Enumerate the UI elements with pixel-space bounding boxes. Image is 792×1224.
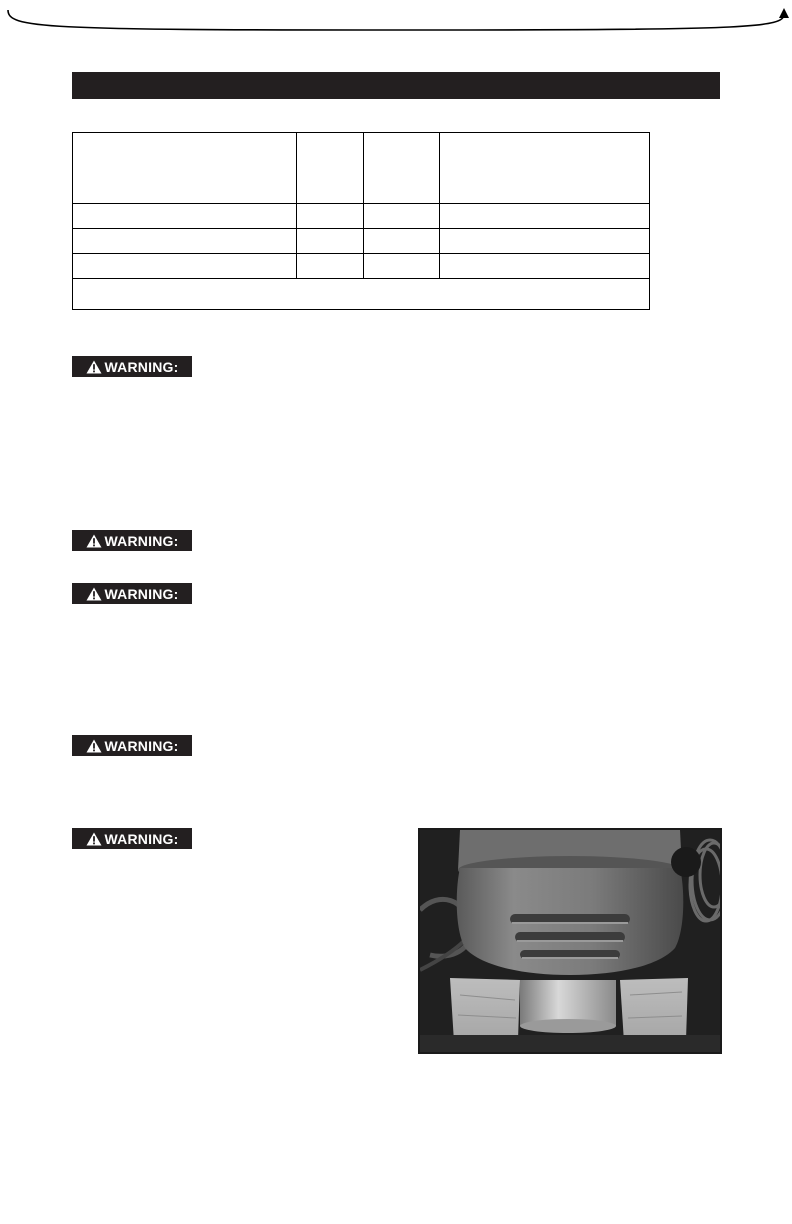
table-cell (297, 204, 364, 229)
warning-text: WARNING: (104, 532, 179, 549)
table-cell (364, 204, 440, 229)
warning-text: WARNING: (104, 358, 179, 375)
table-cell (440, 133, 650, 204)
table-row (73, 204, 650, 229)
table-cell (440, 204, 650, 229)
table-cell (73, 279, 650, 310)
spec-table (72, 132, 650, 310)
warning-label (72, 735, 192, 756)
warning-triangle-icon (86, 534, 102, 548)
section-header-bar (72, 72, 720, 99)
table-cell (364, 254, 440, 279)
warning-triangle-icon (86, 832, 102, 846)
warning-triangle-icon (86, 587, 102, 601)
table-cell (297, 254, 364, 279)
table-cell (297, 229, 364, 254)
warning-label (72, 356, 192, 377)
table-cell (73, 133, 297, 204)
warning-text: WARNING: (104, 585, 179, 602)
compressor-photo (418, 828, 722, 1054)
table-cell (73, 254, 297, 279)
warning-text: WARNING: (104, 737, 179, 754)
table-cell (364, 133, 440, 204)
curved-arrow-icon (0, 8, 792, 48)
table-cell (440, 229, 650, 254)
warning-label (72, 530, 192, 551)
warning-triangle-icon (86, 739, 102, 753)
warning-text: WARNING: (104, 830, 179, 847)
table-cell (297, 133, 364, 204)
table-row (73, 229, 650, 254)
table-cell (73, 229, 297, 254)
table-cell (440, 254, 650, 279)
table-cell (73, 204, 297, 229)
table-header-row (73, 133, 650, 204)
warning-triangle-icon (86, 360, 102, 374)
table-row (73, 254, 650, 279)
warning-label (72, 828, 192, 849)
table-cell (364, 229, 440, 254)
table-footer-row (73, 279, 650, 310)
warning-label (72, 583, 192, 604)
